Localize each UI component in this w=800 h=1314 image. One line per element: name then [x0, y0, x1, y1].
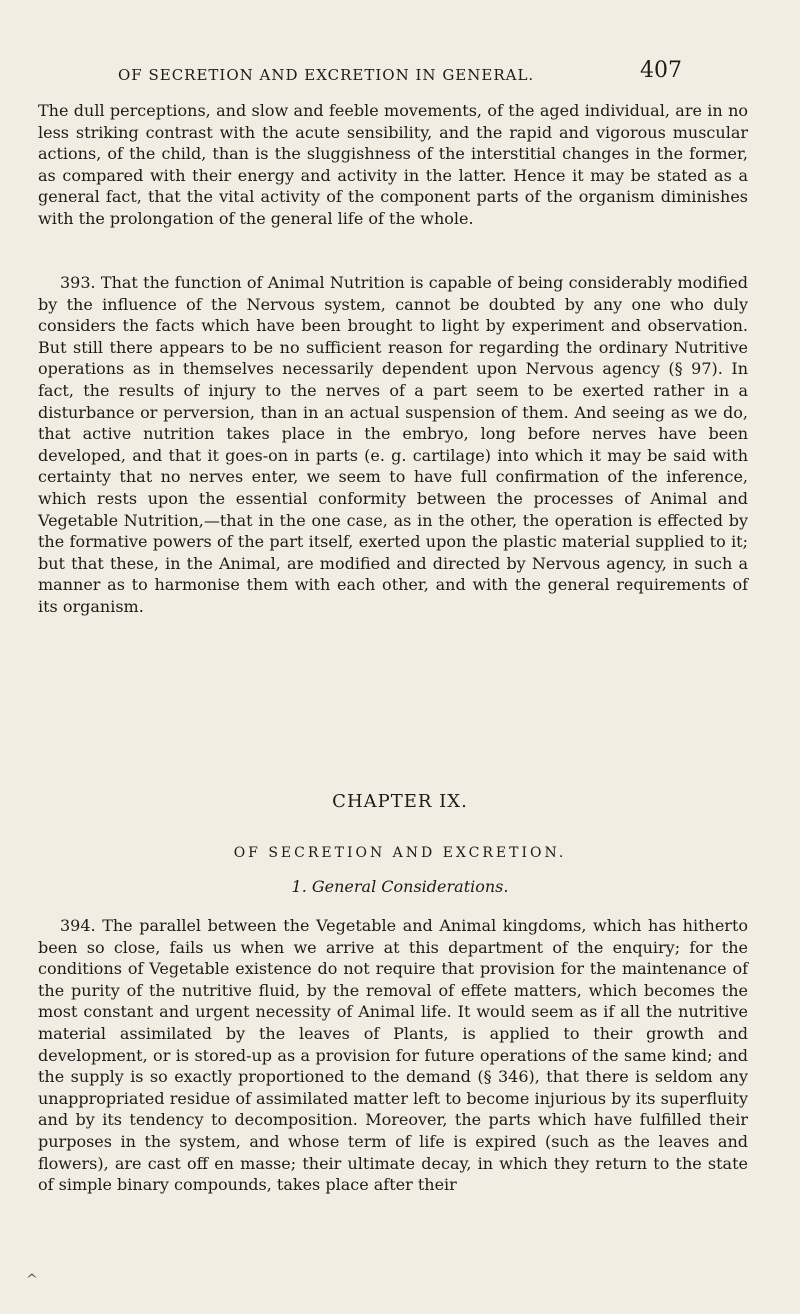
chapter-subtitle: OF SECRETION AND EXCRETION.: [233, 845, 567, 861]
paragraph-393-nervous-influence: [38, 272, 748, 618]
page-number: 407: [640, 58, 682, 83]
running-head: [0, 58, 800, 88]
margin-mark: ^: [26, 1272, 38, 1288]
paragraph-394-vegetable-animal-parallel: [38, 915, 748, 1196]
paragraph-text: The dull perceptions, and slow and feeble movements, of the aged individual, are in no less striking contrast with the acute sensibility, and the rapid and vigorous muscular actions, of the child, than is the sluggishness of the interstitial changes in the former, as compared with their energy and activity in the latter. Hence it may be stated as a general fact, that the vital activity of the component parts of the organism diminishes with the prolongation of the general life of the whole.: [38, 101, 748, 228]
paragraph-text: 393. That the function of Animal Nutrition is capable of being considerably modified by the influence of the Nervous system, cannot be doubted by any one who duly considers the facts which have been brought to light by experiment and observation. But still there appears to be no sufficient reason for regarding the ordinary Nutritive operations as in themselves necessarily dependent upon Nervous agency (§ 97). In fact, the results of injury to the nerves of a part seem to be exerted rather in a disturbance or perversion, than in an actual suspension of them. And seeing as we do, that active nutrition takes place in the embryo, long before nerves have been developed, and that it goes-on in parts (e. g. cartilage) into which it may be said with certainty that no nerves enter, we seem to have full confirmation of the inference, which rests upon the essential conformity between the processes of Animal and Vegetable Nutrition,—that in the one case, as in the other, the operation is effected by the formative powers of the part itself, exerted upon the plastic material supplied to it; but that these, in the Animal, are modified and directed by Nervous agency, in such a manner as to harmonise them with each other, and with the general requirements of its organism.: [38, 273, 748, 616]
section-heading: 1. General Considerations.: [291, 877, 509, 896]
paragraph-text: 394. The parallel between the Vegetable and Animal kingdoms, which has hitherto been so close, fails us when we arrive at this department of the enquiry; for the conditions of Vegetable existence do not require that provision for the maintenance of the purity of the nutritive fluid, by the removal of effete matters, which becomes the most constant and urgent necessity of Animal life. It would seem as if all the nutritive material assimilated by the leaves of Plants, is applied to their growth and development, or is stored-up as a provision for future operations of the same kind; and the supply is so exactly proportioned to the demand (§ 346), that there is seldom any unappropriated residue of assimilated matter left to become injurious by its superfluity and by its tendency to decomposition. Moreover, the parts which have fulfilled their purposes in the system, and whose term of life is expired (such as the leaves and flowers), are cast off en masse; their ultimate decay, in which they return to the state of simple binary compounds, takes place after their: [38, 916, 748, 1195]
paragraph-aging-nutrition: [38, 100, 748, 230]
running-title: OF SECRETION AND EXCRETION IN GENERAL.: [118, 66, 535, 84]
chapter-title: CHAPTER IX.: [332, 791, 468, 812]
